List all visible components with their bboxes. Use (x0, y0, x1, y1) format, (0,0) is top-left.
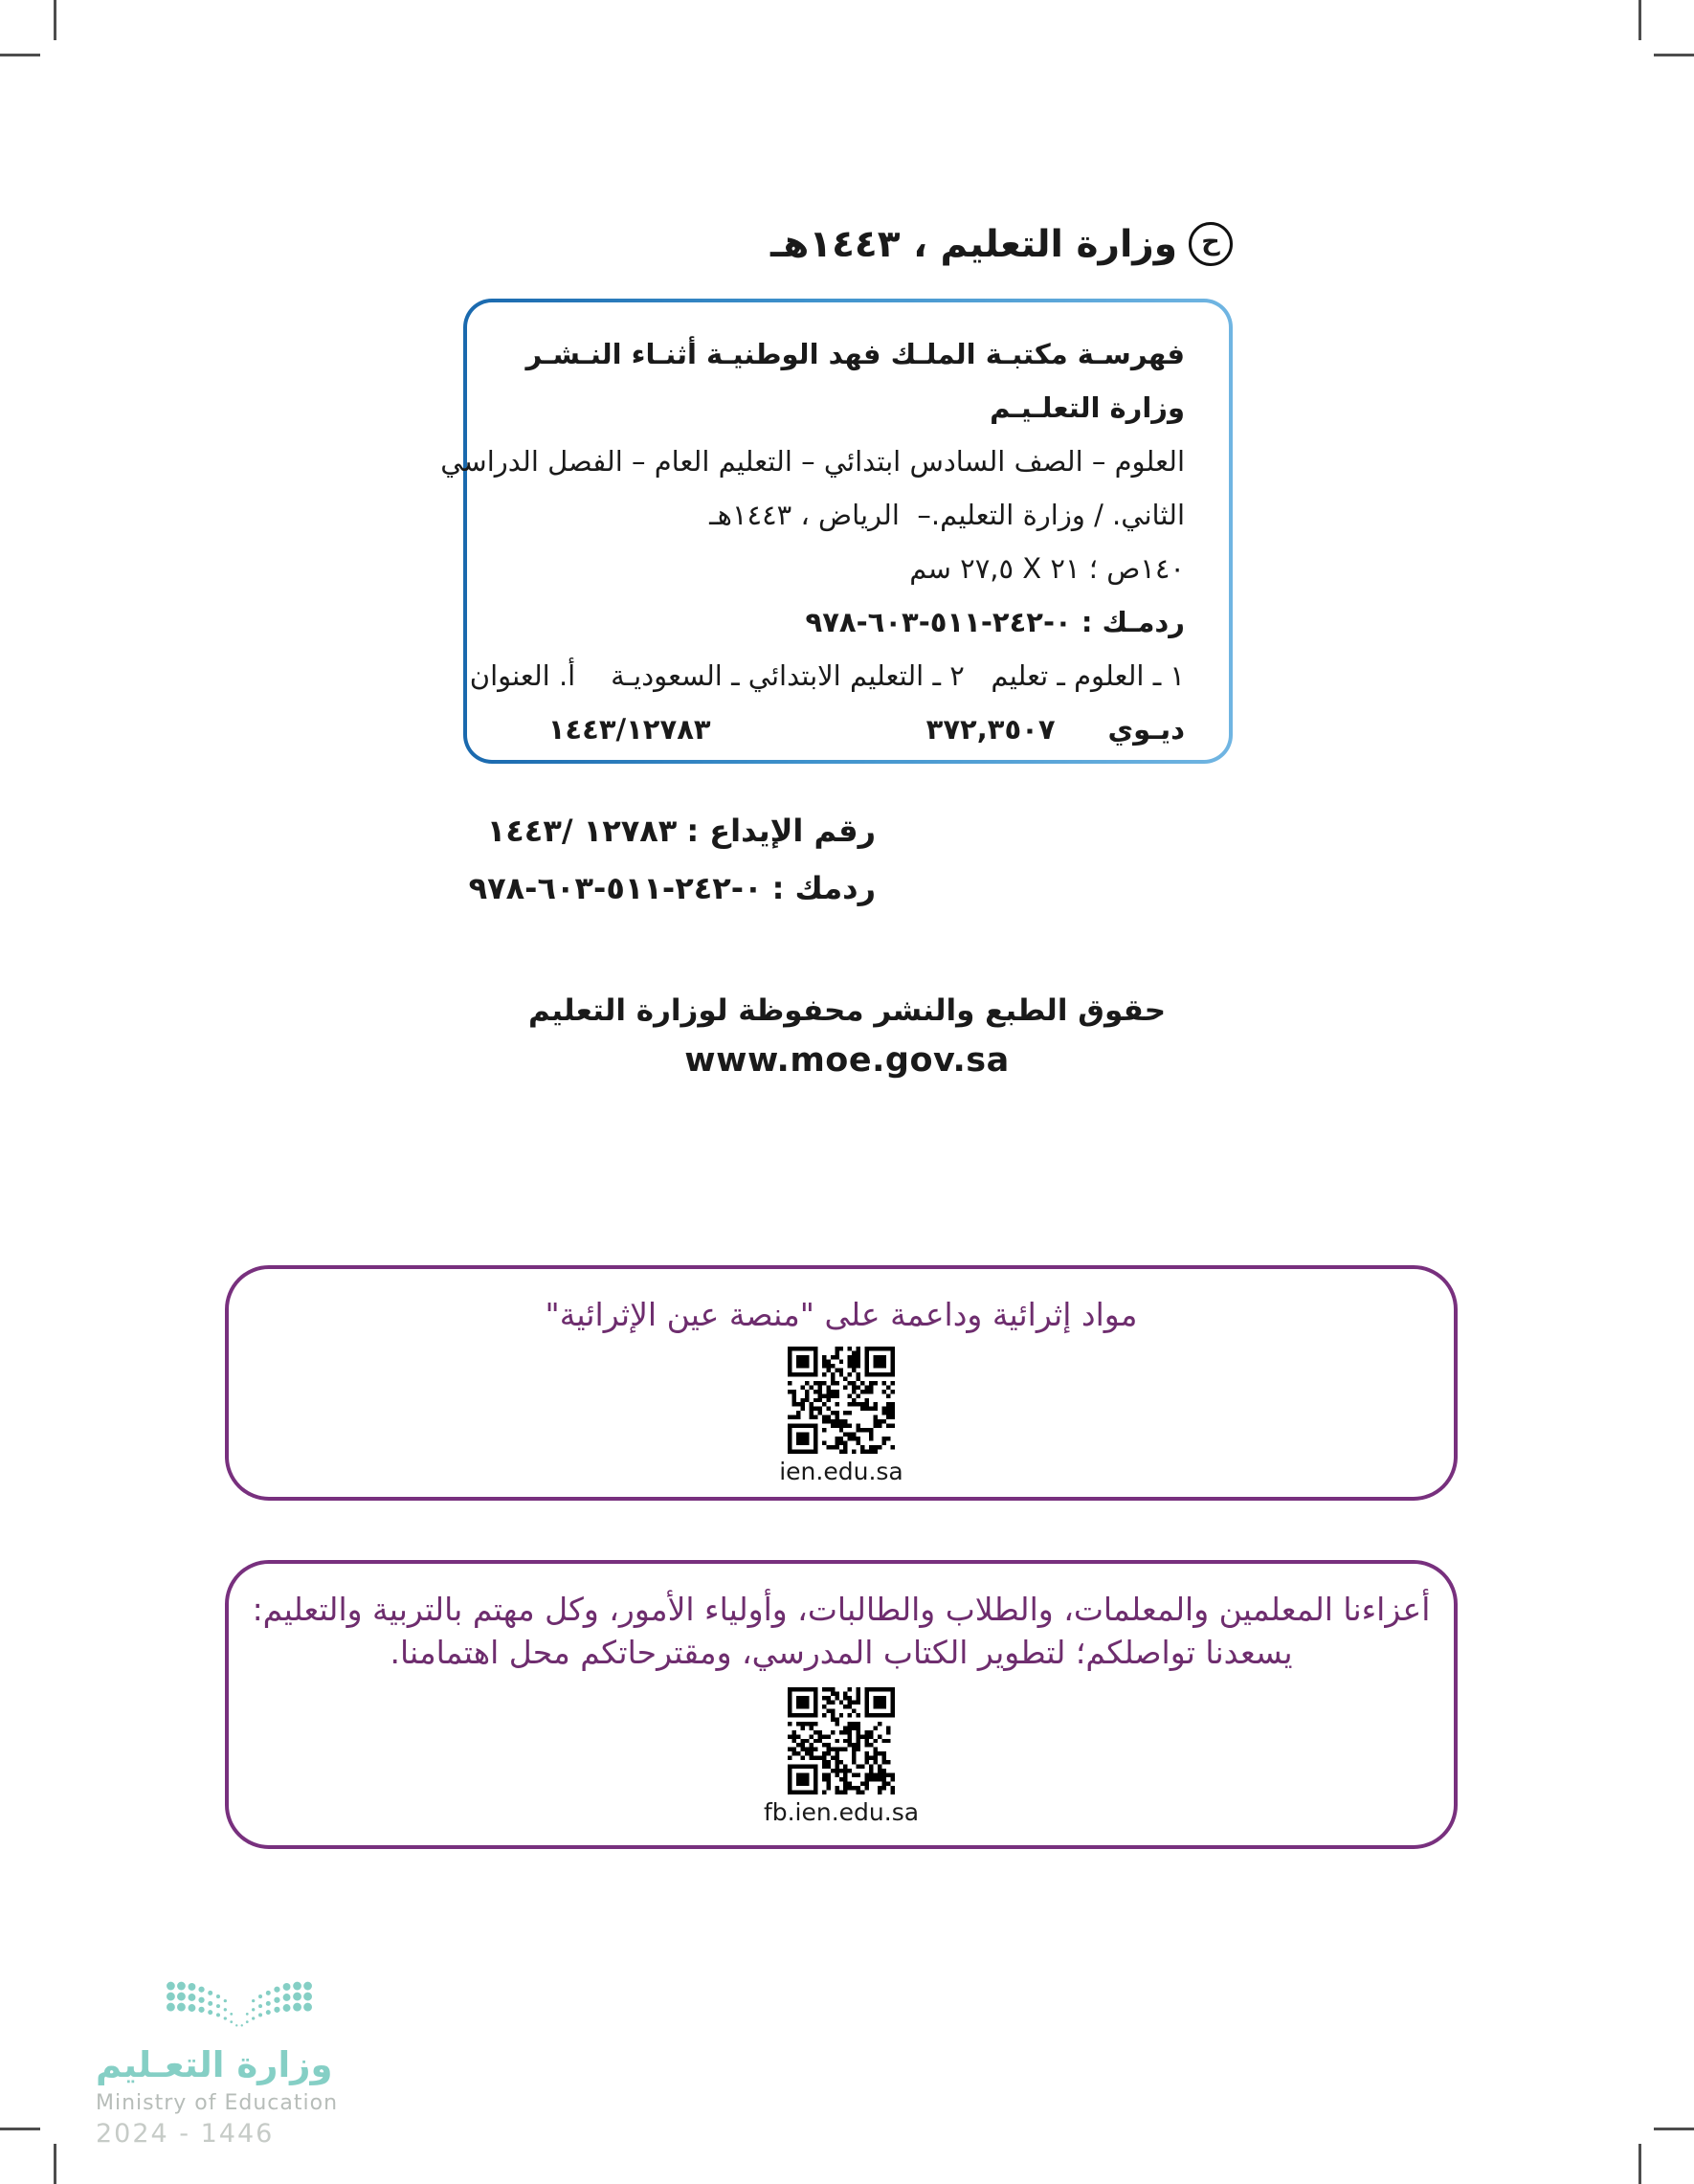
card-dewey-number: ٣٧٢,٣٥٠٧ (925, 713, 1056, 746)
crop-mark-top-left-h (0, 54, 40, 56)
isbn-value: ٩٧٨-٦٠٣-٥١١-٢٤٢-٠ (468, 870, 763, 906)
ministry-logo-dots-icon (165, 1977, 314, 2039)
card-deposit-number: ١٤٤٣/١٢٧٨٣ (547, 713, 711, 746)
isbn-label: ردمك : (771, 870, 876, 906)
ien-box-title: مواد إثرائية وداعمة على "منصة عين الإثرائية" (545, 1296, 1138, 1333)
card-isbn-line (502, 595, 1185, 649)
card-isbn-label: ردمـك : (1071, 606, 1185, 638)
card-isbn-value: ٩٧٨-٦٠٣-٥١١-٢٤٢-٠ (805, 606, 1072, 638)
card-dewey-label: ديـوي (1107, 713, 1185, 746)
card-author: وزارة التعلـيـم (990, 391, 1185, 424)
ministry-of-education-logo (96, 1977, 345, 2149)
crop-mark-bottom-left-v (54, 2144, 56, 2184)
card-dewey-line (502, 702, 1185, 756)
deposit-number-label: رقم الإيداع : (686, 813, 876, 849)
moe-website: www.moe.gov.sa (684, 1041, 1010, 1080)
crop-mark-bottom-right-v (1638, 2144, 1641, 2184)
isbn-line (469, 859, 876, 917)
ministry-logo-years: 2024 - 1446 (96, 2119, 275, 2149)
card-desc-line3: ١٤٠ص ؛ ٢١ X ٢٧,٥ سم (909, 552, 1185, 585)
ien-enrichment-box (225, 1265, 1458, 1501)
rights-statement: حقوق الطبع والنشر محفوظة لوزارة التعليم (527, 993, 1167, 1028)
copyright-text: وزارة التعليم ، ١٤٤٣هـ (769, 222, 1177, 266)
cataloging-card-content (440, 302, 1229, 760)
deposit-number-line (469, 802, 876, 859)
crop-mark-top-right-v (1638, 0, 1641, 40)
cataloging-card (440, 299, 1233, 764)
feedback-line1: أعزاءنا المعلمين والمعلمات، والطلاب والطالبات، وأولياء الأمور، وكل مهتم بالتربية والتعليم: (252, 1591, 1431, 1628)
copyright-line (770, 222, 1233, 266)
feedback-box (225, 1560, 1458, 1849)
deposit-isbn-block (469, 802, 876, 917)
copyright-symbol-icon: ح (1189, 222, 1233, 266)
ien-qr-code (788, 1347, 895, 1454)
ien-url: ien.edu.sa (779, 1457, 903, 1485)
rights-block (0, 993, 1694, 1080)
crop-mark-bottom-left-h (0, 2128, 40, 2130)
deposit-number-value: ١٤٤٣/ ١٢٧٨٣ (486, 813, 678, 849)
crop-mark-top-right-h (1654, 54, 1694, 56)
card-title: فهرسـة مكتبـة الملـك فهد الوطنيـة أثنـاء النـشـر (525, 338, 1185, 370)
card-desc-line1: العلوم – الصف السادس ابتدائي – التعليم العام – الفصل الدراسي (440, 445, 1185, 478)
crop-mark-bottom-right-h (1654, 2128, 1694, 2130)
card-subjects: ١ ـ العلوم ـ تعليم ٢ ـ التعليم الابتدائي ـ السعوديـة أ. العنوان (469, 659, 1185, 692)
ministry-logo-name-en: Ministry of Education (96, 2091, 339, 2115)
crop-mark-top-left-v (54, 0, 56, 40)
card-desc-line2: الثاني. / وزارة التعليم.– الرياض ، ١٤٤٣هـ (709, 499, 1185, 531)
feedback-qr-code (788, 1687, 895, 1794)
feedback-line2: يسعدنا تواصلكم؛ لتطوير الكتاب المدرسي، ومقترحاتكم محل اهتمامنا. (390, 1633, 1293, 1671)
feedback-url: fb.ien.edu.sa (763, 1798, 920, 1827)
ministry-logo-wordmark-ar: وزارة التعـليم (96, 2044, 333, 2085)
